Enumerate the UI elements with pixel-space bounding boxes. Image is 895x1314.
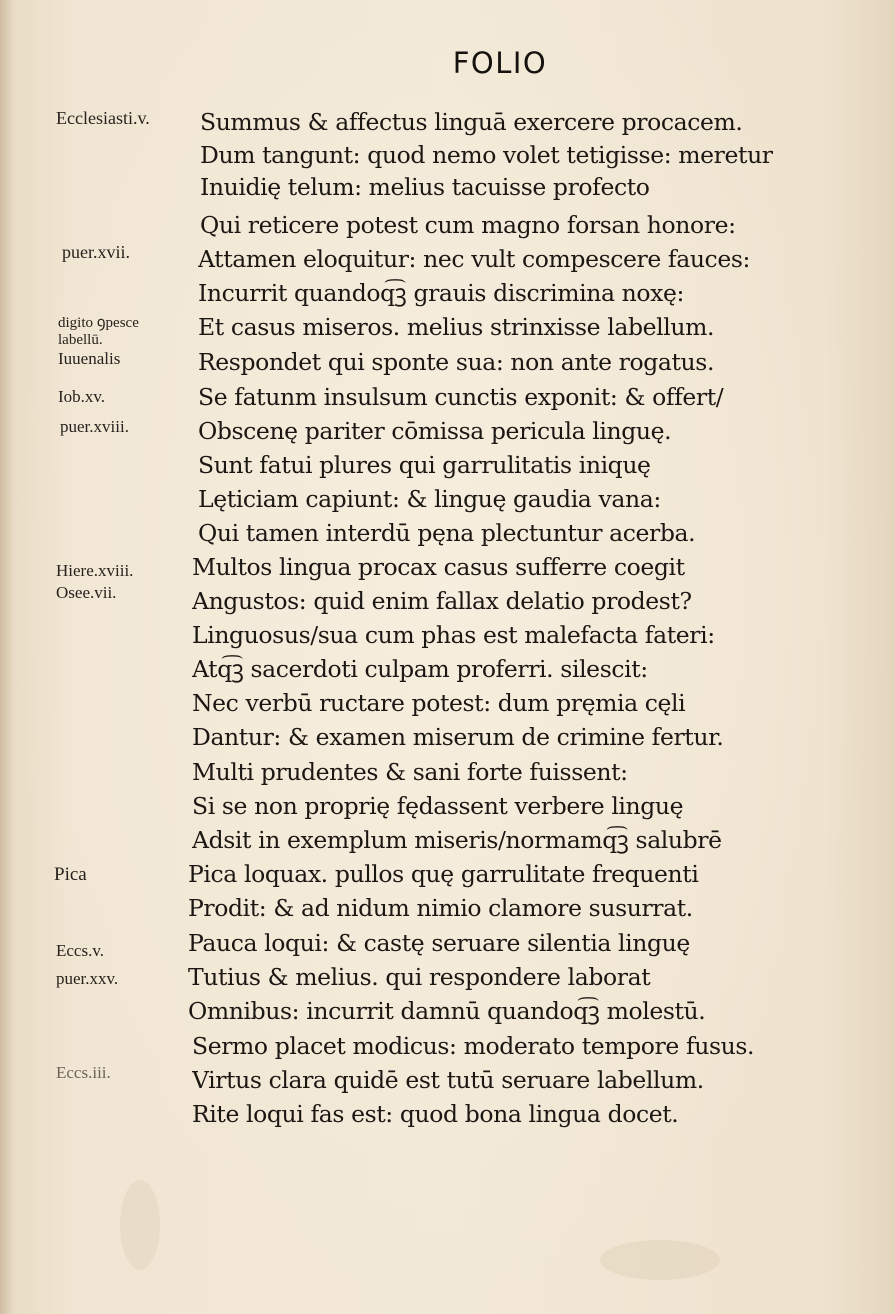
paper-stain	[600, 1240, 720, 1280]
marginal-note: Iob.xv.	[58, 387, 106, 406]
verse-line: Nec verbū ructare potest: dum pręmia cęli	[192, 689, 686, 717]
verse-line: Dantur: & examen miserum de crimine fertur.	[192, 723, 724, 751]
verse-line: Adsit in exemplum miseris/normamq͡ꝫ salubrē	[192, 826, 722, 854]
verse-line: Omnibus: incurrit damnū quandoq͡ꝫ molestū.	[188, 997, 706, 1025]
verse-line: Lęticiam capiunt: & linguę gaudia vana:	[198, 485, 661, 513]
marginal-note: puer.xvii.	[62, 242, 130, 262]
verse-line: Pauca loqui: & castę seruare silentia linguę	[188, 929, 690, 957]
verse-line: Se fatunm insulsum cunctis exponit: & offert/	[198, 383, 724, 411]
marginal-note: Osee.vii.	[56, 583, 117, 602]
verse-line: Incurrit quandoq͡ꝫ grauis discrimina noxę:	[198, 279, 685, 307]
verse-line: Respondet qui sponte sua: non ante rogatus.	[198, 348, 715, 376]
verse-line: Multos lingua procax casus sufferre coegit	[192, 553, 685, 581]
marginal-note: puer.xviii.	[60, 417, 129, 436]
marginal-note: labellū.	[58, 332, 103, 348]
verse-line: Dum tangunt: quod nemo volet tetigisse: meretur	[200, 141, 773, 169]
verse-line: Si se non proprię fędassent verbere linguę	[192, 792, 684, 820]
marginal-note: digito ꝯpesce	[58, 315, 139, 331]
verse-line: Et casus miseros. melius strinxisse labellum.	[198, 313, 715, 341]
marginal-note: Ecclesiasti.v.	[56, 108, 150, 128]
marginal-note: Pica	[54, 864, 87, 885]
verse-line: Attamen eloquitur: nec vult compescere fauces:	[198, 245, 751, 273]
verse-line: Qui tamen interdū pęna plectuntur acerba.	[198, 519, 696, 547]
marginal-note: Eccs.iii.	[56, 1063, 111, 1082]
marginal-note: Hiere.xviii.	[56, 561, 134, 580]
verse-line: Rite loqui fas est: quod bona lingua docet.	[192, 1100, 679, 1128]
marginal-note: Iuuenalis	[58, 349, 121, 368]
verse-line: Tutius & melius. qui respondere laborat	[188, 963, 651, 991]
verse-line: Summus & affectus linguā exercere procacem.	[200, 108, 743, 136]
verse-line: Prodit: & ad nidum nimio clamore susurrat.	[188, 894, 693, 922]
verse-line: Pica loquax. pullos quę garrulitate frequenti	[188, 860, 699, 888]
verse-line: Sunt fatui plures qui garrulitatis iniquę	[198, 451, 651, 479]
verse-line: Obscenę pariter cōmissa pericula linguę.	[198, 417, 672, 445]
verse-line: Inuidię telum: melius tacuisse profecto	[200, 173, 650, 201]
paper-stain	[120, 1180, 160, 1270]
page-fold-shadow	[0, 0, 14, 1314]
verse-line: Qui reticere potest cum magno forsan honore:	[200, 211, 736, 239]
verse-line: Multi prudentes & sani forte fuissent:	[192, 758, 628, 786]
marginal-note: Eccs.v.	[56, 941, 104, 960]
verse-line: Linguosus/sua cum phas est malefacta fateri:	[192, 621, 715, 649]
verse-line: Virtus clara quidē est tutū seruare labellum.	[192, 1066, 704, 1094]
marginal-note: puer.xxv.	[56, 969, 119, 988]
verse-line: Angustos: quid enim fallax delatio prodest?	[192, 587, 692, 615]
running-head: FOLIO	[452, 46, 548, 80]
verse-line: Sermo placet modicus: moderato tempore fusus.	[192, 1032, 755, 1060]
verse-line: Atq͡ꝫ sacerdoti culpam proferri. silescit:	[192, 655, 648, 683]
